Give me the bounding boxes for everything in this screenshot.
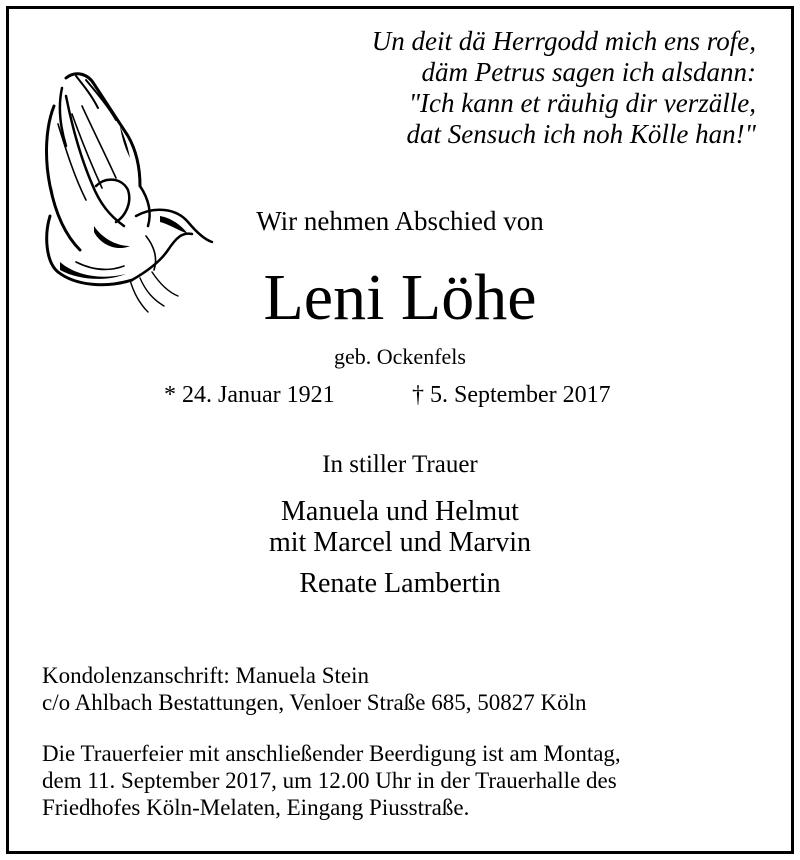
birth-name: geb. Ockenfels <box>334 344 466 369</box>
funeral-line: Friedhofes Köln-Melaten, Eingang Piusstraße. <box>42 795 470 820</box>
funeral-details <box>42 740 762 821</box>
funeral-line: dem 11. September 2017, um 12.00 Uhr in der Trauerhalle des <box>42 768 617 793</box>
farewell-intro-text: Wir nehmen Abschied von <box>256 206 544 236</box>
poem-line: "Ich kann et räuhig dir verzälle, <box>408 88 756 118</box>
family-member-line: Manuela und Helmut <box>281 496 519 527</box>
family-member-line: mit Marcel und Marvin <box>268 527 532 558</box>
deceased-name: Leni Löhe <box>263 261 537 334</box>
farewell-intro <box>0 204 800 238</box>
family-group <box>0 568 800 600</box>
condolence-line: c/o Ahlbach Bestattungen, Venloer Straße 685, 50827 Köln <box>42 690 587 715</box>
funeral-line: Die Trauerfeier mit anschließender Beerdigung ist am Montag, <box>42 741 621 766</box>
condolence-line: Kondolenzanschrift: Manuela Stein <box>42 663 370 688</box>
poem-line: dat Sensuch ich noh Kölle han!" <box>406 119 756 149</box>
family-group <box>0 496 800 558</box>
birth-date: * 24. Januar 1921 <box>164 382 335 408</box>
poem-line: däm Petrus sagen ich alsdann: <box>421 57 756 87</box>
condolence-address <box>42 662 762 716</box>
death-date: † 5. September 2017 <box>412 382 611 408</box>
family-member-line: Renate Lambertin <box>299 568 501 599</box>
mourning-line: In stiller Trauer <box>322 451 478 478</box>
poem-verse <box>372 26 756 150</box>
poem-line: Un deit dä Herrgodd mich ens rofe, <box>371 26 756 56</box>
